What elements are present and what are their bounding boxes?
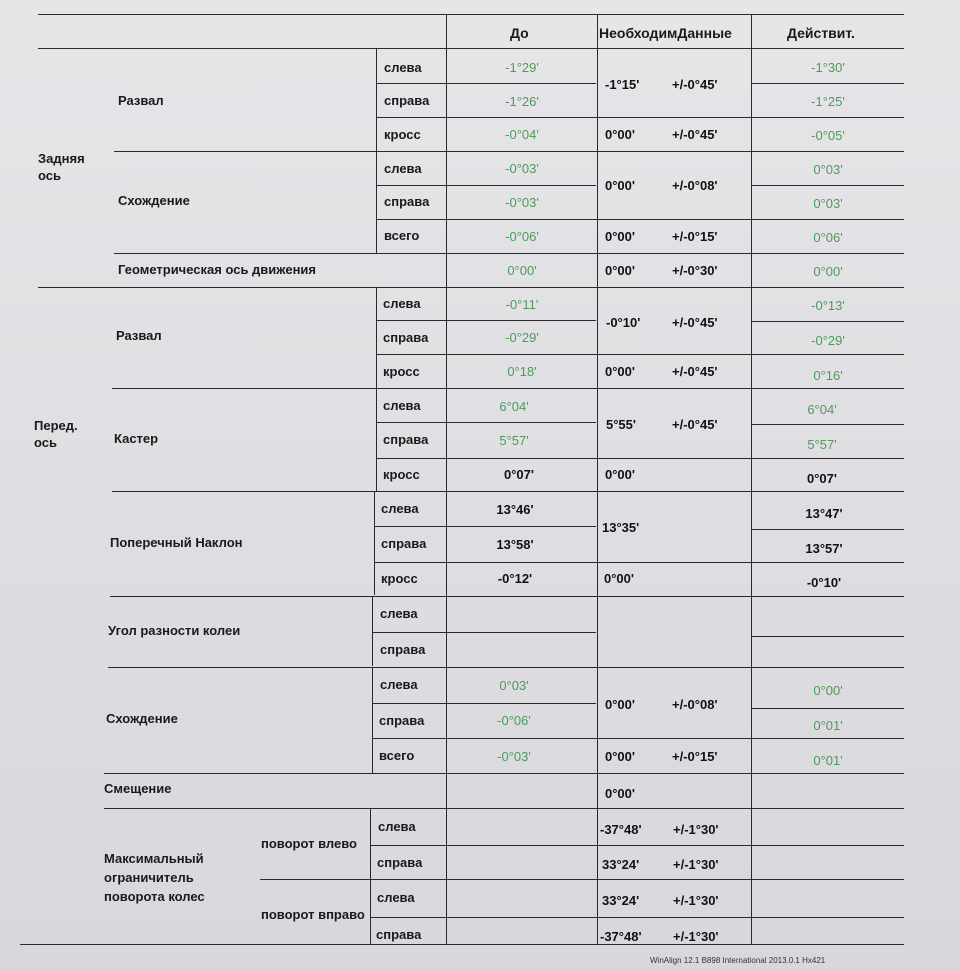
spec-nominal: 0°00' [605,749,635,764]
row-side: кросс [384,127,421,142]
spec-nominal: 0°00' [605,364,635,379]
before-value: -0°06' [505,229,539,244]
actual-value: -1°30' [811,60,845,75]
row-side: слева [380,677,418,692]
row-side: справа [383,330,429,345]
actual-value: 0°01' [813,718,843,733]
bottom-rule [20,944,904,945]
before-value: 5°57' [499,433,529,448]
actual-value: 0°16' [813,368,843,383]
spec-nominal: 0°00' [605,127,635,142]
front-toe-label: Схождение [106,711,178,726]
spec-tolerance: +/-0°45' [672,315,718,330]
row-rule [752,708,904,709]
header-rule [38,48,904,49]
spec-tolerance: +/-0°45' [672,364,718,379]
row-rule [376,117,904,118]
turn-left-label: поворот влево [261,836,357,851]
spec-nominal: 0°00' [605,178,635,193]
row-side: кросс [383,467,420,482]
row-rule [376,422,596,423]
group-rule [112,491,904,492]
actual-value: -0°13' [811,298,845,313]
row-rule [372,738,904,739]
actual-value: -0°29' [811,333,845,348]
before-value: -0°11' [505,297,539,312]
rear-toe-label: Схождение [118,193,190,208]
spec-nominal: 0°00' [605,786,635,801]
spec-nominal: 0°00' [605,229,635,244]
row-rule [376,219,904,220]
axle-rule [38,287,904,288]
group-rule [114,253,904,254]
row-side: слева [383,296,421,311]
actual-value: 13°57' [805,541,843,556]
before-value: 0°00' [507,263,537,278]
sub-sep [376,388,377,491]
before-value: -1°26' [505,94,539,109]
before-value: -0°12' [497,571,533,586]
before-value: 0°07' [504,467,534,482]
before-value: -0°03' [505,195,539,210]
group-rule [104,773,904,774]
row-rule [374,526,596,527]
spec-tolerance: +/-0°45' [672,417,718,432]
spec-nominal: 0°00' [605,263,635,278]
spec-nominal: 5°55' [606,417,636,432]
front-camber-label: Развал [116,328,162,343]
row-rule [372,632,596,633]
row-rule [752,321,904,322]
row-rule [374,562,904,563]
max-steer-label: ограничитель [104,870,194,885]
row-side: справа [376,927,422,942]
actual-value: 0°01' [813,753,843,768]
spec-tolerance: +/-1°30' [673,929,719,944]
row-rule [376,354,904,355]
before-value: -1°29' [505,60,539,75]
actual-value: 6°04' [807,402,837,417]
setback-label: Смещение [104,781,172,796]
row-side: слева [384,161,422,176]
row-rule [752,636,904,637]
col-sep-required [597,14,598,944]
header-actual: Действит. [787,25,855,41]
spec-tolerance: +/-1°30' [673,893,719,908]
row-side: слева [377,890,415,905]
sub-sep [372,596,373,666]
row-side: справа [380,642,426,657]
before-value: -0°04' [505,127,539,142]
spec-nominal: -1°15' [605,77,640,92]
max-steer-label: Максимальный [104,851,204,866]
spec-nominal: 33°24' [602,857,640,872]
spec-tolerance: +/-0°15' [672,229,718,244]
spec-nominal: 33°24' [602,893,640,908]
top-rule [38,14,904,15]
group-rule [104,808,904,809]
row-rule [370,845,904,846]
group-rule [112,388,904,389]
spec-nominal: -0°10' [606,315,641,330]
row-rule [372,703,596,704]
spec-tolerance: +/-0°30' [672,263,718,278]
row-rule [376,458,904,459]
sub-sep [372,667,373,773]
rear-axle-label: Задняя ось [38,151,85,183]
group-rule [110,596,904,597]
toe-out-on-turns-label: Угол разности колеи [108,623,241,638]
actual-value: 0°03' [813,162,843,177]
group-rule [108,667,904,668]
row-side: всего [384,228,420,243]
group-rule [114,151,904,152]
header-required: НеобходимДанные [599,25,732,41]
row-side: справа [377,855,423,870]
before-value: -0°03' [505,161,539,176]
spec-nominal: 0°00' [605,697,635,712]
row-rule [370,917,904,918]
before-value: 6°04' [499,399,529,414]
spec-nominal: -37°48' [600,929,642,944]
spec-nominal: 0°00' [605,467,635,482]
spec-nominal: 0°00' [604,571,634,586]
row-rule [752,185,904,186]
spec-tolerance: +/-1°30' [673,822,719,837]
row-side: кросс [383,364,420,379]
row-rule [752,529,904,530]
sub-sep [374,491,375,595]
header-before: До [510,25,529,41]
row-side: слева [378,819,416,834]
row-side: слева [383,398,421,413]
row-side: справа [384,194,430,209]
caster-label: Кастер [114,431,159,446]
actual-value: 0°06' [813,230,843,245]
actual-value: 5°57' [807,437,837,452]
actual-value: 13°47' [805,506,843,521]
actual-value: -0°10' [806,575,842,590]
row-side: кросс [381,571,418,586]
row-side: всего [379,748,415,763]
actual-value: -0°05' [811,128,845,143]
sai-label: Поперечный Наклон [110,535,243,550]
row-side: справа [379,713,425,728]
software-version-footer: WinAlign 12.1 B898 International 2013.0.1 Hx421 [650,956,826,965]
rear-camber-label: Развал [118,93,164,108]
row-side: справа [381,536,427,551]
row-side: слева [380,606,418,621]
before-value: -0°03' [497,749,531,764]
before-value: 0°18' [507,364,537,379]
spec-tolerance: +/-0°08' [672,178,718,193]
actual-value: -1°25' [811,94,845,109]
row-rule [376,185,596,186]
row-side: слева [381,501,419,516]
row-rule [376,83,596,84]
sub-sep [370,808,371,944]
spec-nominal: 13°35' [602,520,640,535]
front-axle-label: Перед. ось [34,418,78,450]
sub-sep [376,287,377,388]
spec-tolerance: +/-1°30' [673,857,719,872]
row-rule [752,83,904,84]
row-rule [376,320,596,321]
sub-sep [376,48,377,151]
row-rule [752,424,904,425]
spec-nominal: -37°48' [600,822,642,837]
row-side: справа [384,93,430,108]
spec-tolerance: +/-0°45' [672,77,718,92]
actual-value: 0°07' [807,471,837,486]
before-value: 13°46' [496,502,534,517]
spec-tolerance: +/-0°45' [672,127,718,142]
spec-tolerance: +/-0°15' [672,749,718,764]
thrust-angle-label: Геометрическая ось движения [118,262,316,277]
before-value: 0°03' [499,678,529,693]
max-steer-label: поворота колес [104,889,205,904]
sub-sep [376,151,377,253]
before-value: -0°29' [505,330,539,345]
turn-right-label: поворот вправо [261,907,365,922]
spec-tolerance: +/-0°08' [672,697,718,712]
actual-value: 0°00' [813,264,843,279]
row-side: слева [384,60,422,75]
actual-value: 0°03' [813,196,843,211]
actual-value: 0°00' [813,683,843,698]
before-value: 13°58' [496,537,534,552]
row-rule [260,879,904,880]
row-side: справа [383,432,429,447]
before-value: -0°06' [497,713,531,728]
